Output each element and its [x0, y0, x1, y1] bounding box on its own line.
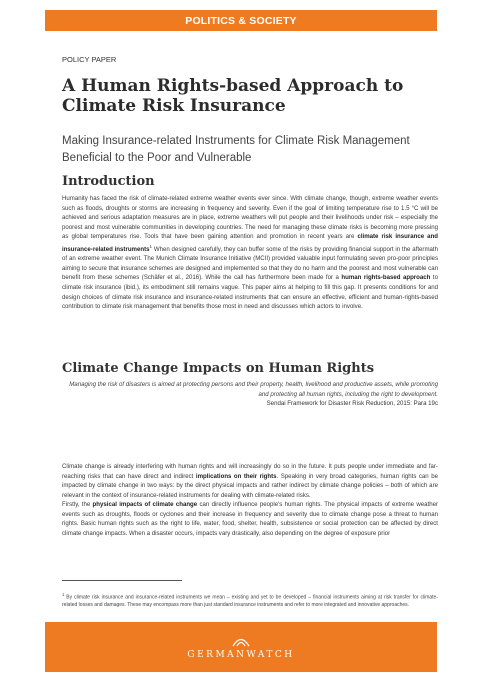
germanwatch-logo-icon: [232, 635, 250, 647]
page-title: A Human Rights-based Approach to Climate Risk Insurance: [62, 76, 404, 116]
impacts-text-1: Climate change is already interfering with human rights and will increasingly do so in the future. It puts people under immediate and far-reaching risks that can have direct and indirect: [62, 463, 438, 480]
epigraph-quote: [62, 380, 438, 409]
footnote: [62, 591, 438, 609]
intro-text-2: When designed carefully, they can buffer some of the risks by providing financial support in the aftermath of an extreme weather event. The Munich Climate Insurance Initiative (MCII) provided valuable input formulating seven pro-poor principles aiming to secure that insurance schemes are designed and implemented so that they do no harm and the poorest and most vulnerable can benefit from these schemes (Schäfer et al., 2016). While the call has furthermore been made for a: [62, 245, 439, 282]
impacts-paragraph-1: [62, 462, 438, 500]
introduction-paragraph: [62, 194, 438, 312]
impacts-bold-2: physical impacts of climate change: [92, 501, 198, 508]
quote-text: Managing the risk of disasters is aimed at protecting persons and their property, health, livelihood and productive assets, while promoting and protecting all human rights, including the right to development.: [69, 381, 438, 398]
intro-bold-2: human rights-based approach: [341, 274, 431, 282]
footnote-text: By climate risk insurance and insurance-related instruments we mean – existing and yet to be developed – financial instruments aiming at risk transfer for climate-related losses and damages. These may encompass more than just standard insurance instruments and refer to more integrated and innovative approaches.: [62, 594, 438, 608]
footnote-divider: [62, 580, 182, 581]
introduction-heading: Introduction: [62, 174, 155, 189]
impacts-paragraph-2: [62, 500, 438, 538]
footer-logo-text: GERMANWATCH: [187, 649, 295, 660]
impacts-text-3: Firstly, the: [62, 501, 93, 508]
impacts-heading: Climate Change Impacts on Human Rights: [62, 361, 375, 376]
intro-text-3: to climate risk insurance (ibid.), its embodiment still remains vague. This paper aims at helping to fill this gap. It presents conditions for and design choices of climate risk insurance and insurance-related instruments that can ensure an effective, efficient and human-rights-based contribution to climate risk management that benefits those most in need and discusses which actors to involve.: [62, 274, 438, 311]
document-type: POLICY PAPER: [62, 55, 117, 64]
intro-text-1: Humanity has faced the risk of climate-related extreme weather events ever since. With climate change, though, extreme weather events such as floods, droughts or storms are increasing in frequency and severity. Even if the goal of limiting temperature rise to 1.5 °C will be achieved and serious adaptation measures are in place, extreme weathers will put people and their livelihoods under risk – especially the poorest and most vulnerable communities in developing countries. The need for managing these climate risks is becoming more pressing as global temperatures rise. Tools that have been gaining attention and promotion in recent years are: [62, 195, 438, 241]
footer-banner: [45, 622, 437, 672]
impacts-text-4: can directly influence people's human rights. The physical impacts of extreme weather events such as droughts, floods or cyclones and their increase in frequency and severity due to climate change pose a threat to human rights. Basic human rights such as the right to life, water, food, shelter, health, subsistence or social protection can be affected by direct climate change impacts. When a disaster occurs, impacts vary drastically, also depending on the degree of exposure prior: [62, 501, 439, 537]
page-subtitle: Making Insurance-related Instruments for Climate Risk Management Beneficial to the Poor and Vulnerable: [62, 135, 410, 164]
footnote-number: 1: [62, 592, 65, 597]
impacts-text-2: . Speaking in very broad categories, human rights can be impacted by climate change in two ways: by the direct physical impacts and rather indirect by climate change policies – both of which are relevant in the context of insurance-related instruments for dealing with climate-related risks.: [62, 472, 438, 499]
section-label: POLITICS & SOCIETY: [185, 14, 297, 27]
section-banner: [45, 10, 437, 31]
impacts-bold-1: implications on their rights: [195, 472, 277, 480]
footnote-ref: 1: [149, 243, 153, 249]
intro-bold-1: climate risk insurance and insurance-related instruments: [62, 233, 439, 253]
quote-source: Sendai Framework for Disaster Risk Reduction, 2015: Para 19c: [266, 400, 438, 407]
